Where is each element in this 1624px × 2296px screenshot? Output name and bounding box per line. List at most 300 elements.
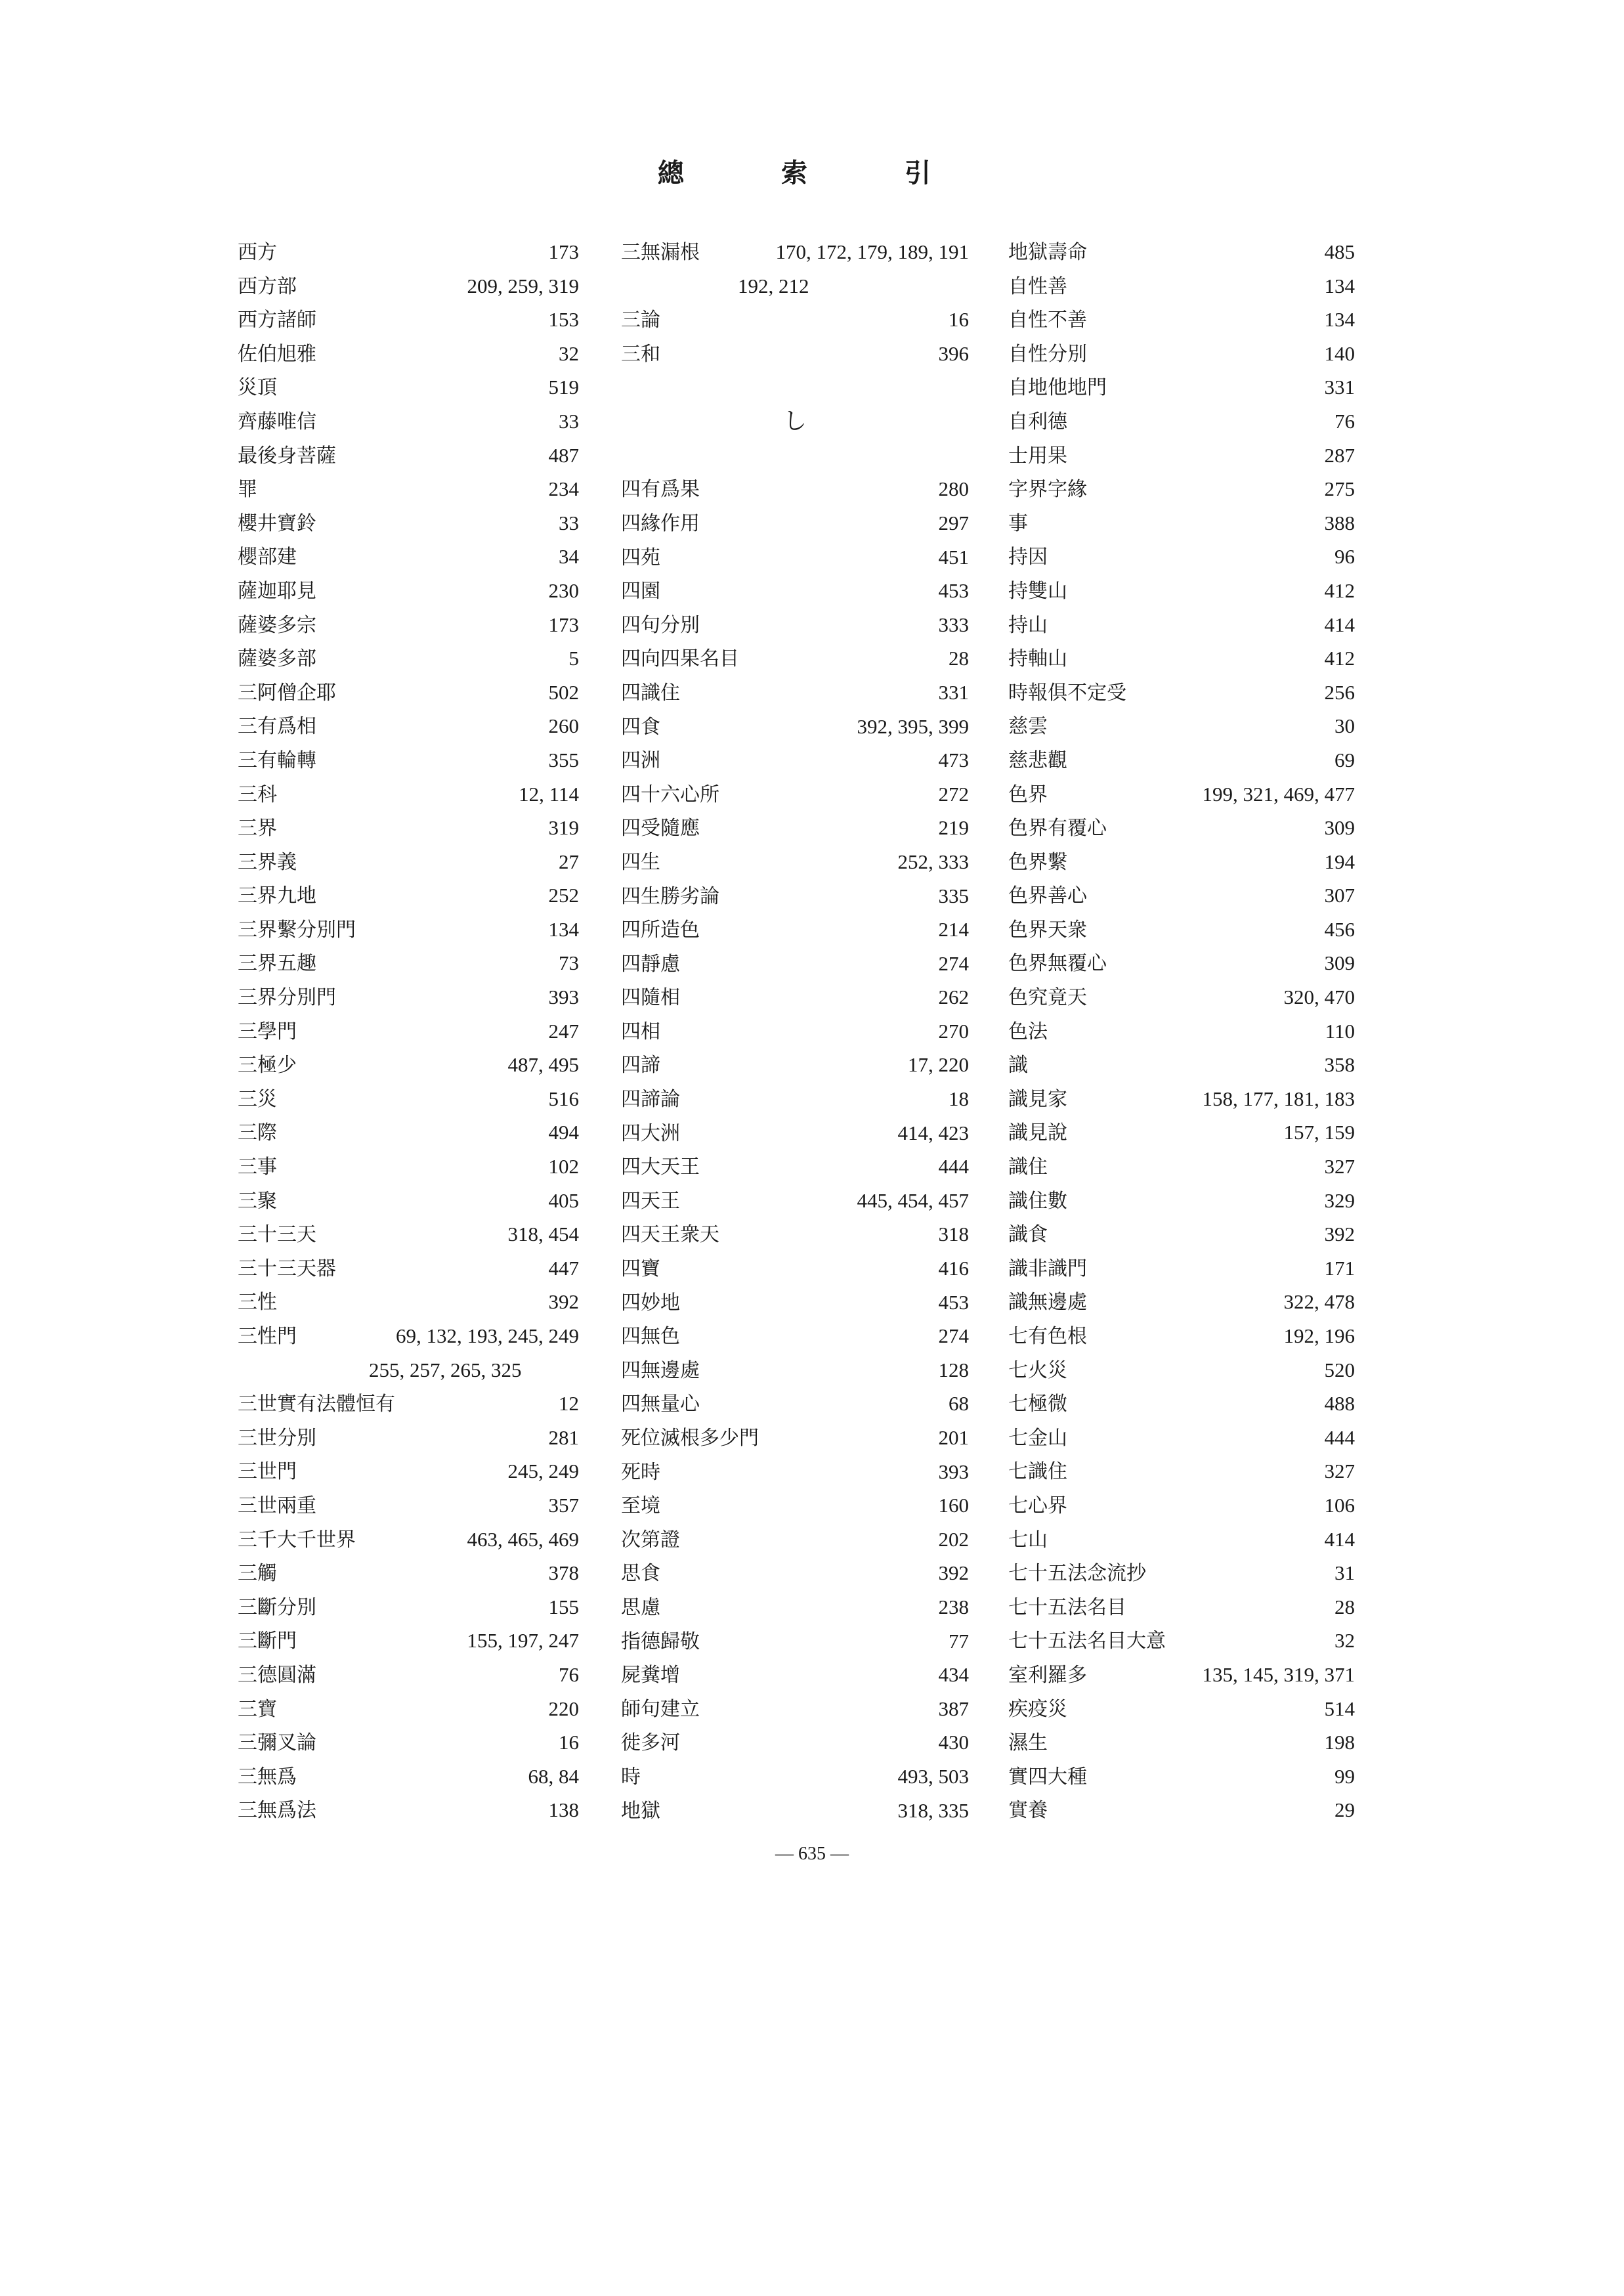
index-entry [621,879,969,913]
index-entry [1008,1048,1355,1082]
index-term: 色究竟天 [1008,986,1087,1010]
index-term: 四生 [621,850,660,874]
index-pages: 27 [559,850,579,873]
index-term: 四園 [621,580,660,603]
index-entry [238,1184,579,1218]
index-term: 三世實有法體恒有 [238,1393,395,1416]
index-term: 四天王衆天 [621,1223,719,1247]
index-entry [621,1794,969,1828]
index-pages: 173 [548,613,579,636]
index-entry [238,1421,579,1455]
index-pages: 322, 478 [1283,1290,1355,1314]
index-pages: 155 [548,1595,579,1618]
index-entry [1008,1014,1355,1049]
index-pages: 76 [1335,409,1355,433]
page-number: — 635 — [775,1844,849,1864]
index-pages: 451 [938,545,969,569]
index-entry [1008,574,1355,608]
index-entry [621,1251,969,1286]
index-term: 三界義 [238,850,297,874]
index-term: 自利德 [1008,410,1067,433]
index-pages: 134 [1324,308,1355,332]
index-pages: 262 [938,986,969,1009]
index-entry [238,303,579,337]
index-entry [238,878,579,913]
index-term: 死位滅根多少門 [621,1427,759,1450]
index-term: 自性善 [1008,274,1067,298]
index-entry [238,1285,579,1319]
index-term: 四食 [621,715,660,739]
index-term: 色界繫 [1008,850,1067,874]
index-term: 色界有覆心 [1008,817,1107,840]
index-term: 三聚 [238,1189,277,1213]
index-term: 識無邊處 [1008,1291,1087,1314]
index-term: 三性 [238,1291,277,1314]
index-term: 屍糞增 [621,1664,680,1687]
index-term: 三斷門 [238,1630,297,1653]
index-pages: 319 [548,816,579,840]
index-term: 持山 [1008,613,1048,637]
index-term: 色法 [1008,1020,1048,1043]
index-pages: 252 [548,884,579,907]
index-term: 慈雲 [1008,715,1048,739]
index-entry [238,1387,579,1421]
index-entry [238,1319,579,1353]
index-entry [1008,1523,1355,1557]
index-entry [621,1692,969,1726]
index-column-2 [621,235,969,1827]
index-entry [1008,337,1355,371]
index-term: 西方部 [238,274,297,298]
index-term: 罪 [238,478,257,502]
index-entry [238,1590,579,1624]
index-term: 三世門 [238,1460,297,1484]
index-pages: 392 [548,1290,579,1314]
index-term: 色界 [1008,783,1048,806]
index-entry [238,1048,579,1082]
index-pages: 434 [938,1663,969,1687]
index-pages: 219 [938,816,969,840]
index-term: 西方 [238,241,277,264]
index-pages: 134 [548,917,579,941]
index-entry [621,743,969,777]
index-entry [238,676,579,710]
index-pages: 327 [1324,1155,1355,1179]
index-entry [621,641,969,676]
index-term: 三科 [238,783,277,806]
index-term: 思食 [621,1562,660,1586]
index-pages: 69, 132, 193, 245, 249 [396,1324,579,1347]
index-pages: 16 [559,1731,579,1754]
index-pages: 405 [548,1188,579,1212]
index-pages: 453 [938,1290,969,1314]
index-term: 識 [1008,1054,1028,1077]
index-entry [621,1488,969,1523]
index-pages: 12 [559,1392,579,1416]
index-pages: 30 [1335,714,1355,738]
index-entry [621,845,969,879]
index-pages: 287 [1324,443,1355,467]
index-pages: 430 [938,1731,969,1754]
index-term: 四天王 [621,1189,680,1213]
index-pages: 487, 495 [507,1053,579,1077]
index-entry [238,1760,579,1794]
index-term: 七十五法名目 [1008,1595,1126,1619]
index-term: 事 [1008,511,1028,535]
index-pages: 134 [1324,274,1355,297]
index-term: 七極微 [1008,1393,1067,1416]
index-entry [1008,608,1355,642]
index-entry [621,1082,969,1116]
index-entry [238,439,579,473]
index-term: 四隨相 [621,986,680,1010]
index-entry [238,743,579,777]
index-pages: 445, 454, 457 [857,1188,969,1212]
index-pages: 444 [938,1155,969,1179]
index-term: 識食 [1008,1223,1048,1247]
index-term: 三觸 [238,1562,277,1586]
index-term: 三和 [621,342,660,366]
index-pages: 247 [548,1019,579,1043]
index-entry [1008,1590,1355,1624]
index-term: 三十三天器 [238,1257,336,1280]
index-term: 時 [621,1765,641,1788]
index-entry [1008,303,1355,337]
index-term: 色界善心 [1008,884,1087,908]
index-term: 四大天王 [621,1156,700,1179]
index-term: 持軸山 [1008,647,1067,671]
index-entry [621,1760,969,1794]
column-2-top-entries [621,235,969,370]
index-pages: 331 [938,680,969,704]
index-pages: 160 [938,1494,969,1517]
index-entry [1008,913,1355,947]
index-term: 自性不善 [1008,309,1087,332]
index-term: 地獄壽命 [1008,241,1087,264]
index-term: 識見說 [1008,1121,1067,1145]
index-term: 七十五法名目大意 [1008,1630,1166,1653]
index-pages: 234 [548,477,579,501]
index-pages: 463, 465, 469 [467,1527,579,1551]
index-entry [238,1624,579,1658]
index-entry [621,1116,969,1150]
index-entry [621,1048,969,1082]
index-term: 三德圓滿 [238,1663,316,1687]
index-term: 西方諸師 [238,309,316,332]
index-pages: 378 [548,1561,579,1585]
index-term: 室利羅多 [1008,1663,1087,1687]
index-pages: 416 [938,1257,969,1280]
index-entry [621,710,969,744]
index-term: 三無漏根 [621,241,700,264]
index-entry [621,980,969,1014]
index-pages: 158, 177, 181, 183 [1202,1087,1355,1110]
index-entry [1008,472,1355,506]
index-pages: 488 [1324,1392,1355,1416]
index-pages: 335 [938,884,969,907]
index-pages: 198 [1324,1731,1355,1754]
index-term: 最後身菩薩 [238,444,336,467]
index-term: 指德歸敬 [621,1630,700,1653]
index-term: 實四大種 [1008,1765,1087,1788]
index-entry [621,811,969,845]
index-entry [1008,1319,1355,1353]
index-pages: 199, 321, 469, 477 [1202,782,1355,806]
index-pages: 357 [548,1493,579,1517]
index-term: 薩婆多部 [238,647,316,671]
index-entry [1008,1793,1355,1827]
index-entry [621,1387,969,1421]
index-term: 四諦論 [621,1088,680,1112]
index-pages: 33 [559,511,579,534]
index-entry [1008,1658,1355,1692]
index-entry [238,337,579,371]
index-term: 三災 [238,1087,277,1111]
index-term: 櫻井寶鈴 [238,511,316,535]
index-term: 自性分別 [1008,342,1087,366]
index-term: 地獄 [621,1799,660,1823]
index-pages: 252, 333 [897,850,969,873]
index-entry [238,1454,579,1488]
index-term: 持雙山 [1008,579,1067,603]
index-term: 士用果 [1008,444,1067,467]
index-entry [621,1624,969,1658]
index-pages: 309 [1324,951,1355,975]
index-term: 至境 [621,1494,660,1518]
index-pages: 355 [548,748,579,771]
index-entry [238,709,579,743]
index-pages: 34 [559,545,579,569]
index-term: 三寶 [238,1697,277,1721]
index-term: 櫻部建 [238,546,297,569]
index-term: 四句分別 [621,613,700,637]
index-pages: 17, 220 [908,1053,969,1077]
index-pages: 209, 259, 319 [467,274,579,297]
index-pages: 201 [938,1426,969,1449]
index-term: 七識住 [1008,1460,1067,1484]
index-term: 濕生 [1008,1731,1048,1755]
index-pages: 77 [949,1629,969,1653]
index-entry [238,472,579,506]
index-term: 時報俱不定受 [1008,681,1126,704]
index-entry [238,1523,579,1557]
index-entry [1008,777,1355,812]
index-entry [238,946,579,980]
index-pages: 502 [548,680,579,704]
index-pages: 128 [938,1358,969,1381]
index-pages: 318 [938,1223,969,1246]
index-entry [1008,1454,1355,1488]
index-pages: 202 [938,1527,969,1551]
index-term: 四洲 [621,749,660,773]
index-pages: 444 [1324,1425,1355,1449]
index-column-1 [238,235,579,1827]
index-term: 三論 [621,309,660,332]
index-entry [621,1353,969,1387]
index-pages: 309 [1324,816,1355,840]
index-entry [238,1488,579,1523]
index-term: 慈悲觀 [1008,748,1067,772]
index-term: 四相 [621,1020,660,1043]
index-entry [238,608,579,642]
index-entry [621,1421,969,1455]
index-entry [238,777,579,812]
index-entry [621,1590,969,1624]
index-term: 三學門 [238,1020,297,1043]
index-entry [1008,1353,1355,1387]
index-pages: 153 [548,308,579,332]
index-term: 齊藤唯信 [238,410,316,433]
index-term: 四十六心所 [621,783,719,806]
index-pages: 307 [1324,884,1355,907]
index-pages: 238 [938,1595,969,1618]
index-entry [238,845,579,879]
index-pages: 220 [548,1697,579,1720]
index-term: 疾疫災 [1008,1697,1067,1721]
index-entry [621,1014,969,1049]
index-entry [621,608,969,642]
index-entry [1008,370,1355,404]
index-pages: 516 [548,1087,579,1110]
index-pages: 388 [1324,511,1355,534]
index-pages: 170, 172, 179, 189, 191 [775,240,969,263]
index-term: 三無爲 [238,1765,297,1788]
index-pages: 473 [938,748,969,772]
page-title: 總 索 引 [658,158,966,188]
index-pages: 138 [548,1798,579,1822]
index-entry [238,980,579,1014]
index-entry [1008,1556,1355,1590]
index-pages: 485 [1324,240,1355,263]
index-entry [1008,1184,1355,1218]
index-entry [621,1150,969,1184]
index-entry [238,913,579,947]
index-pages: 456 [1324,917,1355,941]
index-column-3 [1008,235,1355,1827]
index-term: 四無色 [621,1325,680,1349]
index-entry [1008,235,1355,269]
index-term: 四寶 [621,1257,660,1281]
index-pages: 392 [1324,1223,1355,1246]
index-pages: 272 [938,782,969,806]
index-entry [238,1014,579,1049]
index-entry [621,235,969,269]
index-term: 七金山 [1008,1426,1067,1450]
index-term: 實養 [1008,1799,1048,1823]
index-term: 薩婆多宗 [238,613,316,637]
index-entry [238,1150,579,1184]
index-pages: 157, 159 [1283,1121,1355,1144]
index-pages: 16 [949,308,969,332]
index-pages: 393 [938,1460,969,1483]
index-pages: 5 [568,647,579,670]
index-entry [1008,811,1355,845]
index-entry [1008,641,1355,676]
index-term: 字界字緣 [1008,478,1087,502]
index-term: 佐伯旭雅 [238,342,316,366]
index-pages: 412 [1324,647,1355,670]
index-entry [621,1217,969,1251]
index-pages: 358 [1324,1053,1355,1077]
index-entry [238,269,579,303]
index-term: 四受隨應 [621,817,700,840]
index-entry [1008,1116,1355,1150]
index-entry [1008,743,1355,777]
index-entry [621,913,969,947]
index-entry [238,1725,579,1760]
index-pages: 274 [938,951,969,975]
index-term: 三極少 [238,1054,297,1077]
index-pages: 245, 249 [507,1460,579,1483]
index-term: 三彌叉論 [238,1731,316,1755]
index-entry [1008,1692,1355,1726]
index-entry [621,1455,969,1489]
index-term: 徙多河 [621,1731,680,1755]
index-pages: 275 [1324,477,1355,501]
index-term: 四有爲果 [621,478,700,502]
index-term: 七十五法念流抄 [1008,1562,1146,1586]
index-term: 色界天衆 [1008,918,1087,942]
index-term: 自地他地門 [1008,376,1107,400]
index-entry [621,472,969,506]
index-pages: 329 [1324,1188,1355,1212]
index-term: 三世兩重 [238,1494,316,1517]
index-pages: 155, 197, 247 [467,1629,579,1653]
index-pages: 29 [1335,1798,1355,1822]
index-pages: 414, 423 [897,1121,969,1144]
index-pages: 76 [559,1662,579,1686]
index-term: 三阿僧企耶 [238,681,336,704]
index-term: 色界無覆心 [1008,952,1107,976]
index-term: 三斷分別 [238,1595,316,1619]
index-entry [1008,980,1355,1014]
index-entry [621,1658,969,1692]
index-term: 災頂 [238,376,277,400]
index-pages: 453 [938,579,969,603]
index-term: 三界五趣 [238,952,316,976]
index-pages: 396 [938,341,969,365]
index-pages: 514 [1324,1697,1355,1720]
index-entry [1008,1488,1355,1523]
index-term: 七心界 [1008,1494,1067,1517]
index-pages: 280 [938,477,969,501]
index-entry [238,235,579,269]
index-entry [1008,845,1355,879]
index-term: 四緣作用 [621,511,700,535]
index-entry [238,811,579,845]
index-pages: 412 [1324,578,1355,602]
index-entry [621,337,969,371]
index-entry [1008,946,1355,980]
index-term: 死時 [621,1460,660,1484]
index-pages: 110 [1325,1019,1355,1043]
index-pages: 392 [938,1561,969,1585]
index-pages: 519 [548,376,579,399]
index-term: 四無邊處 [621,1358,700,1382]
index-pages: 318, 335 [897,1798,969,1822]
index-pages: 493, 503 [897,1764,969,1788]
index-entry [1008,269,1355,303]
index-pages: 68 [949,1392,969,1416]
index-term: 識住數 [1008,1189,1067,1213]
index-term: 持因 [1008,546,1048,569]
index-entry [238,1082,579,1116]
index-term: 四識住 [621,681,680,704]
index-pages: 140 [1324,341,1355,365]
index-term: 三性門 [238,1325,297,1348]
index-entry [621,506,969,540]
index-term: 七火災 [1008,1358,1067,1382]
